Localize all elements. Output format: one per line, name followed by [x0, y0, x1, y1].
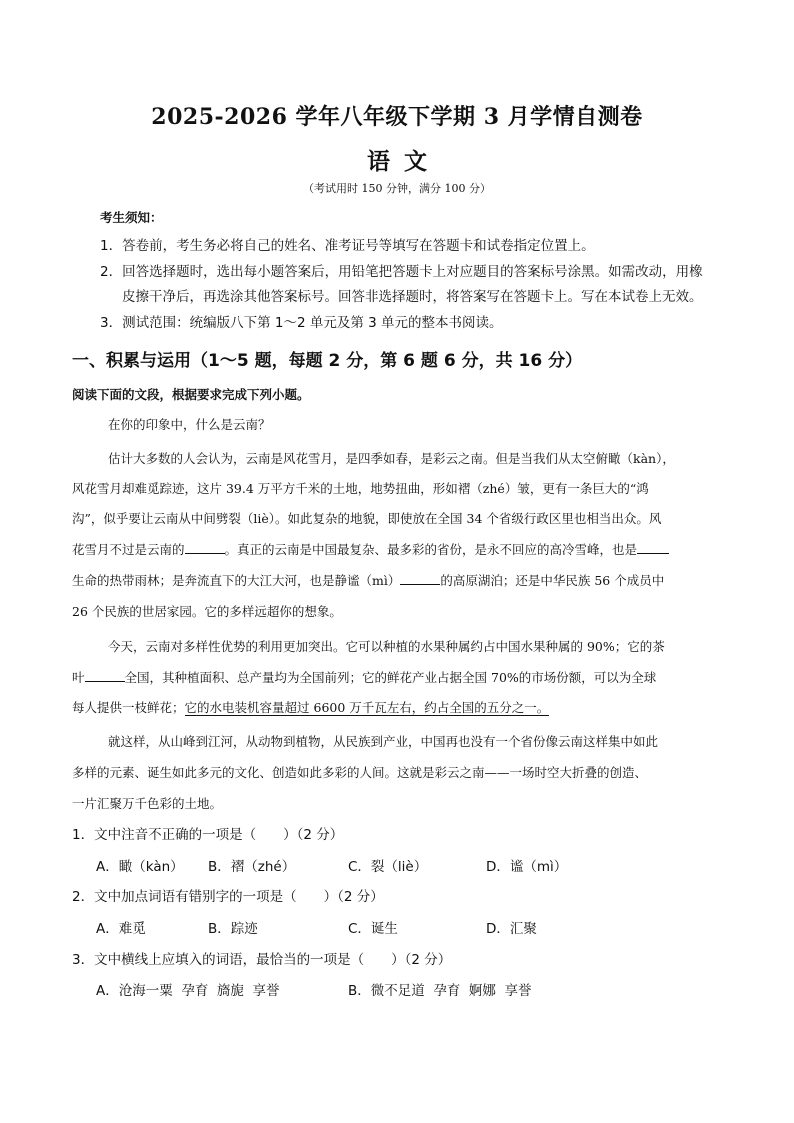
- reading-lead: 阅读下面的文段，根据要求完成下列小题。: [72, 387, 310, 402]
- answer-option: B．踪迹: [208, 921, 258, 937]
- passage-line: [72, 571, 664, 589]
- fill-blank: [85, 669, 125, 682]
- passage-line: 多样的元素、诞生如此多元的文化、创造如此多彩的人间。这就是彩云之南——一场时空大折叠的创造、: [72, 765, 648, 780]
- instruction-item-continued: 皮擦干净后，再选涂其他答案标号。回答非选择题时，将答案写在答题卡上。写在本试卷上无效。: [122, 289, 703, 305]
- passage-line: 风花雪月却难觅踪迹，这片 39.4 万平方千米的土地，地势扭曲，形如褶（zhé）皱，更有一条巨大的“鸿: [72, 481, 649, 496]
- answer-option: B．微不足道 孕育 婀娜 享誉: [348, 983, 532, 999]
- underlined-sentence: 它的水电装机容量超过 6600 万千瓦左右，约占全国的五分之一。: [184, 700, 550, 715]
- passage-text: 全国，其种植面积、总产量均为全国前列；它的鲜花产业占据全国 70%的市场份额，可以为全球: [124, 670, 657, 685]
- answer-option: B．褶（zhé）: [208, 859, 296, 875]
- passage-text: 的高原湖泊；还是中华民族 56 个成员中: [440, 573, 665, 588]
- question-stem: 2．文中加点词语有错别字的一项是（ ）（2 分）: [72, 889, 384, 905]
- passage-line: [72, 540, 669, 558]
- answer-option: A．难觅: [96, 921, 146, 937]
- instruction-item: 2．回答选择题时，选出每小题答案后，用铅笔把答题卡上对应题目的答案标号涂黑。如需改动，用橡: [100, 264, 703, 280]
- passage-line: 26 个民族的世居家园。它的多样远超你的想象。: [72, 604, 342, 619]
- question-stem: 1．文中注音不正确的一项是（ ）（2 分）: [72, 827, 344, 843]
- passage-text: 每人提供一枝鲜花；: [72, 700, 185, 715]
- fill-blank: [637, 541, 669, 554]
- answer-option: C．裂（liè）: [348, 859, 428, 875]
- fill-blank: [185, 541, 225, 554]
- passage-text: 生命的热带雨林；是奔流直下的大江大河，也是静谧（mì）: [72, 573, 401, 588]
- answer-option: A．瞰（kàn）: [96, 859, 184, 875]
- instruction-item: 3．测试范围：统编版八下第 1～2 单元及第 3 单元的整本书阅读。: [100, 315, 503, 331]
- passage-line: 一片汇聚万千色彩的土地。: [72, 796, 223, 811]
- answer-option: A．沧海一粟 孕育 旖旎 享誉: [96, 983, 280, 999]
- exam-title: 2025-2026 学年八年级下学期 3 月学情自测卷: [151, 104, 643, 130]
- passage-line: 就这样，从山峰到江河，从动物到植物，从民族到产业，中国再也没有一个省份像云南这样集中如此: [108, 734, 659, 749]
- passage-text: 花雪月不过是云南的: [72, 542, 185, 557]
- passage-text: 。真正的云南是中国最复杂、最多彩的省份，是永不回应的高冷雪峰，也是: [224, 542, 638, 557]
- section-heading: 一、积累与运用（1～5 题，每题 2 分，第 6 题 6 分，共 16 分）: [72, 351, 583, 371]
- passage-line: 今天，云南对多样性优势的利用更加突出。它可以种植的水果种属约占中国水果种属的 90%；它的茶: [108, 639, 665, 654]
- passage-line: 在你的印象中，什么是云南？: [108, 417, 271, 432]
- question-stem: 3．文中横线上应填入的词语，最恰当的一项是（ ）（2 分）: [72, 952, 452, 968]
- subject-title: 语文: [367, 148, 441, 175]
- answer-option: D．汇聚: [486, 921, 537, 937]
- passage-line: 估计大多数的人会认为，云南是风花雪月，是四季如春，是彩云之南。但是当我们从太空俯瞰（kàn），: [108, 451, 675, 466]
- answer-option: C．诞生: [348, 921, 398, 937]
- passage-line: [72, 668, 656, 686]
- answer-option: D．谧（mì）: [486, 859, 568, 875]
- instructions-heading: 考生须知：: [100, 210, 163, 225]
- passage-line: [72, 698, 549, 716]
- passage-line: 沟”，似乎要让云南从中间劈裂（liè）。如此复杂的地貌，即使放在全国 34 个省级行政区里也相当出众。风: [72, 511, 662, 526]
- fill-blank: [400, 572, 440, 585]
- passage-text: 叶: [72, 670, 85, 685]
- exam-time-note: （考试用时 150 分钟，满分 100 分）: [303, 182, 491, 195]
- instruction-item: 1．答卷前，考生务必将自己的姓名、准考证号等填写在答题卡和试卷指定位置上。: [100, 238, 595, 254]
